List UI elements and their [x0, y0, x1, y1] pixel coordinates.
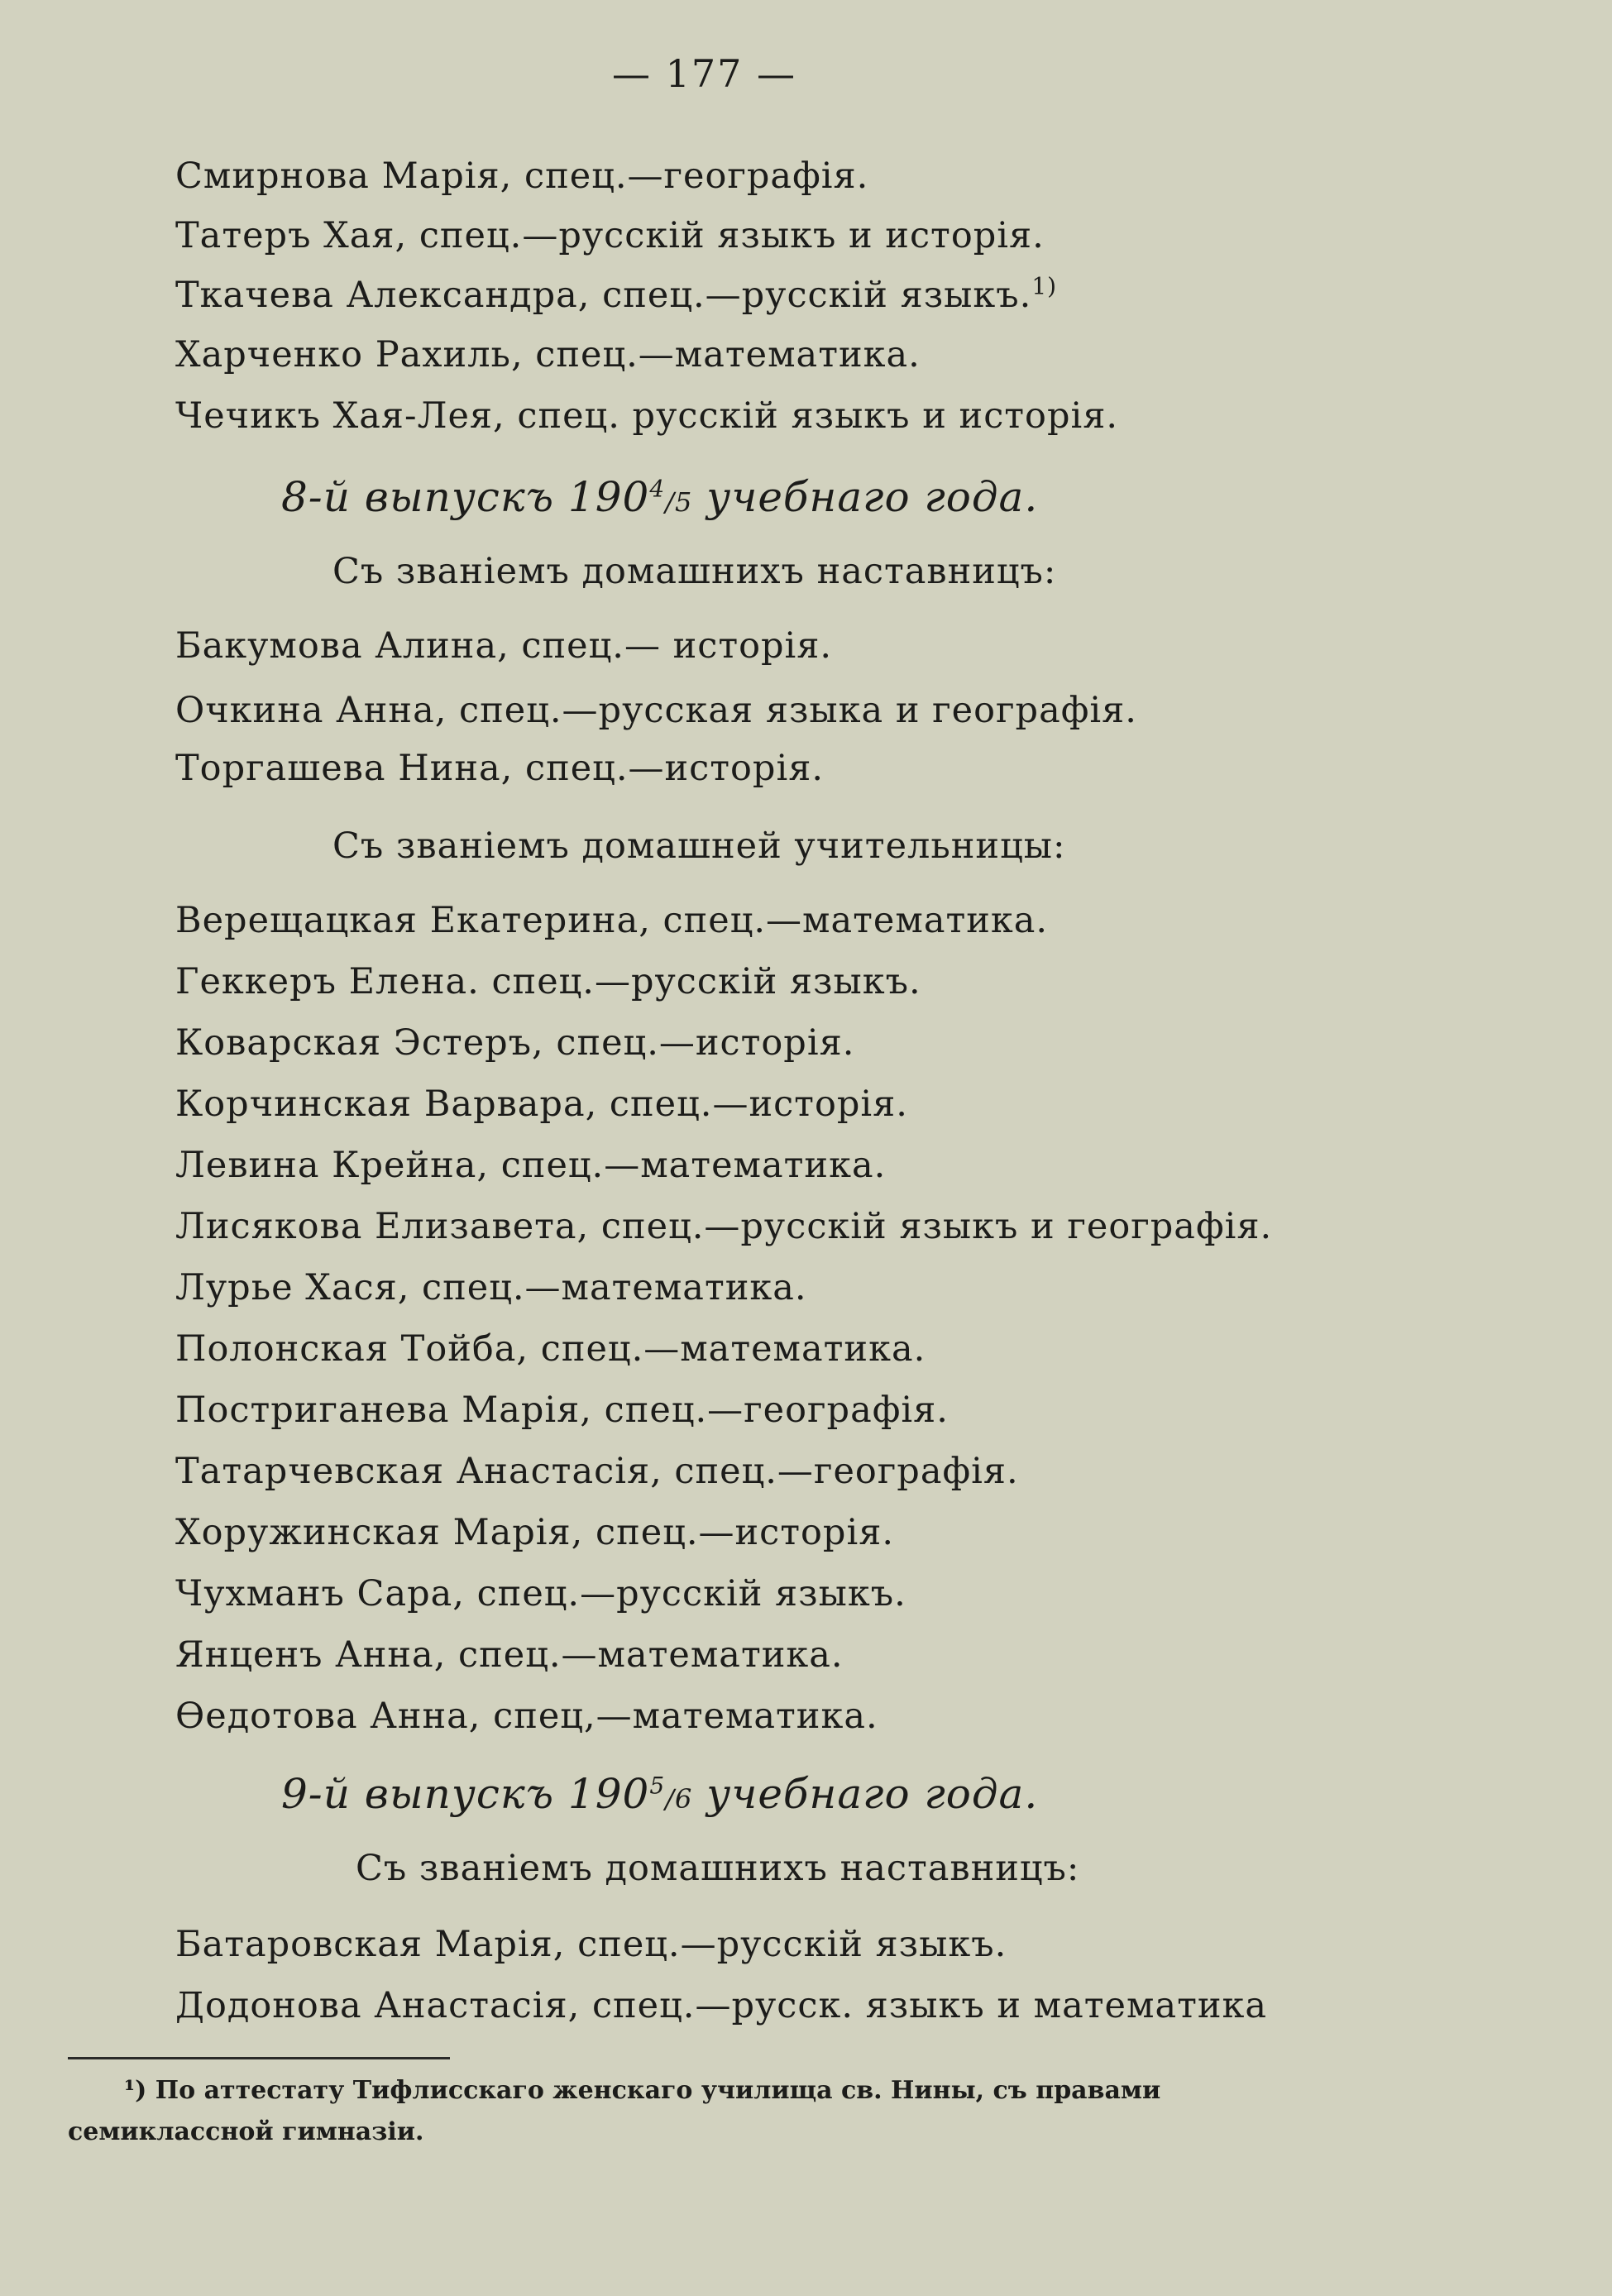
- list-item: Додонова Анастасія, спец.—русск. языкъ и математика: [175, 1985, 1268, 2026]
- list-item: Чечикъ Хая-Лея, спец. русскій языкъ и исторія.: [175, 395, 1119, 437]
- section-heading-9: [281, 1770, 1038, 1818]
- footnote-line: ¹) По аттестату Тифлисскаго женскаго училища св. Нины, съ правами: [124, 2076, 1161, 2105]
- page-number: — 177 —: [612, 51, 797, 96]
- footnote-divider: [68, 2057, 450, 2059]
- list-item: Харченко Рахиль, спец.—математика.: [175, 334, 921, 375]
- heading-denom: /6: [665, 1783, 693, 1815]
- list-item: Очкина Анна, спец.—русская языка и географія.: [175, 690, 1137, 731]
- footnote-line: семиклассной гимназіи.: [68, 2117, 424, 2146]
- subheading: Съ званіемъ домашнихъ наставницъ:: [332, 551, 1057, 592]
- list-item: Хоружинская Марія, спец.—исторія.: [175, 1512, 895, 1553]
- list-item: Лисякова Елизавета, спец.—русскій языкъ и географія.: [175, 1206, 1273, 1247]
- list-item: Татеръ Хая, спец.—русскій языкъ и исторія.: [175, 215, 1045, 256]
- list-item: Постриганева Марія, спец.—географія.: [175, 1390, 949, 1431]
- list-item: Ѳедотова Анна, спец,—математика.: [175, 1696, 878, 1737]
- list-item: Янценъ Анна, спец.—математика.: [175, 1634, 844, 1676]
- section-heading-8: [281, 473, 1038, 521]
- heading-prefix: 9-й выпускъ 190: [281, 1770, 650, 1818]
- list-item: Геккеръ Елена. спец.—русскій языкъ.: [175, 961, 921, 1002]
- subheading: Съ званіемъ домашней учительницы:: [332, 825, 1066, 867]
- list-item: Торгашева Нина, спец.—исторія.: [175, 748, 824, 789]
- footnote-marker: 1): [1031, 272, 1058, 300]
- heading-sup: 4: [649, 475, 666, 503]
- list-item: [175, 272, 1058, 316]
- list-item: Лурье Хася, спец.—математика.: [175, 1267, 807, 1308]
- list-item: Чухманъ Сара, спец.—русскій языкъ.: [175, 1573, 906, 1614]
- list-item: Смирнова Марія, спец.—географія.: [175, 155, 869, 197]
- heading-suffix: учебнаго года.: [692, 1770, 1039, 1818]
- list-item: Коварская Эстеръ, спец.—исторія.: [175, 1022, 855, 1064]
- heading-prefix: 8-й выпускъ 190: [281, 473, 650, 521]
- list-item: Левина Крейна, спец.—математика.: [175, 1145, 887, 1186]
- list-item: Полонская Тойба, спец.—математика.: [175, 1328, 926, 1370]
- list-item: Корчинская Варвара, спец.—исторія.: [175, 1083, 908, 1125]
- list-item: Верещацкая Екатерина, спец.—математика.: [175, 900, 1049, 941]
- list-item: Батаровская Марія, спец.—русскій языкъ.: [175, 1924, 1007, 1965]
- subheading: Съ званіемъ домашнихъ наставницъ:: [356, 1848, 1080, 1889]
- list-item-text: Ткачева Александра, спец.—русскій языкъ.: [175, 275, 1032, 316]
- heading-sup: 5: [649, 1772, 666, 1800]
- heading-denom: /5: [665, 486, 693, 518]
- list-item: Бакумова Алина, спец.— исторія.: [175, 625, 833, 667]
- list-item: Татарчевская Анастасія, спец.—географія.: [175, 1451, 1019, 1492]
- heading-suffix: учебнаго года.: [692, 473, 1039, 521]
